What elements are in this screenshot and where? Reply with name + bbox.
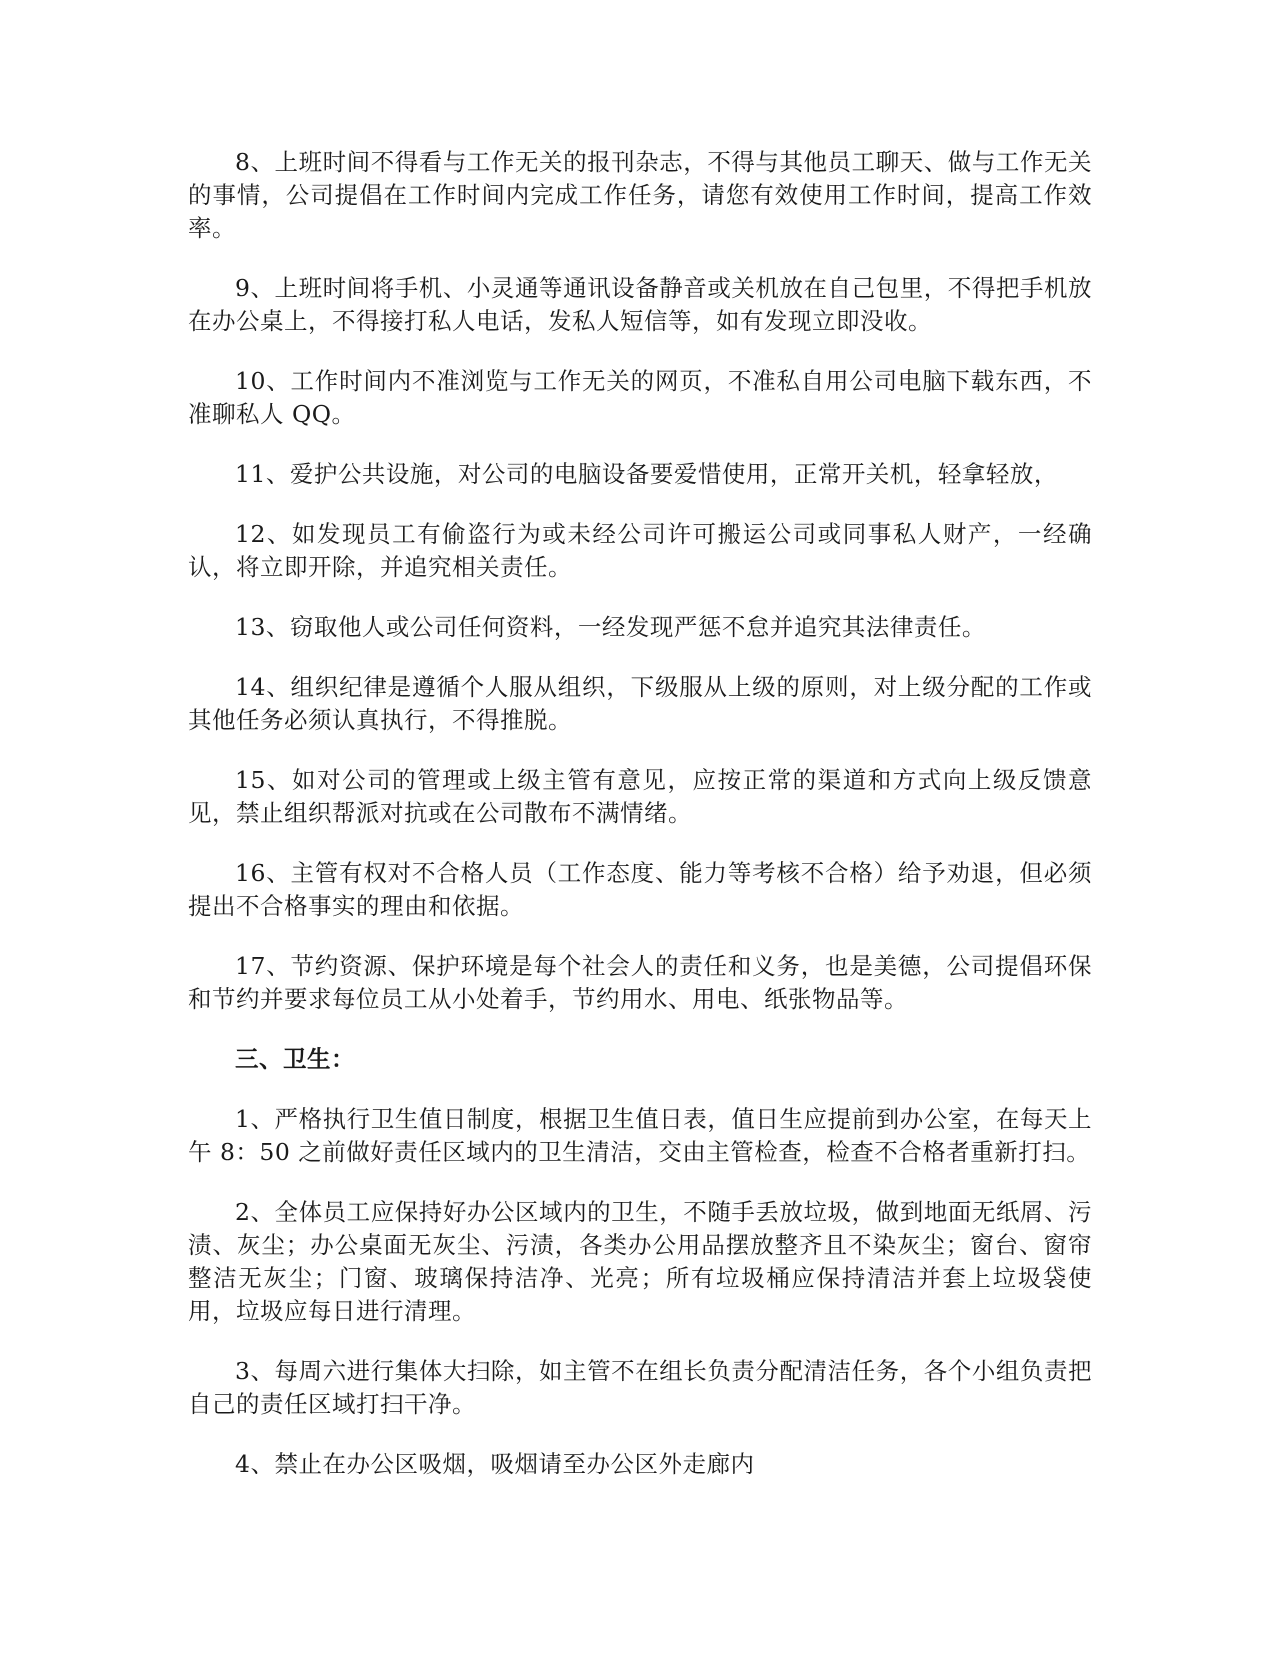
rule-11: 11、爱护公共设施，对公司的电脑设备要爱惜使用，正常开关机，轻拿轻放， (235, 460, 1058, 488)
rule-17: 17、节约资源、保护环境是每个社会人的责任和义务，也是美德，公司提倡环保和节约并要求每位员工从小处着手，节约用水、用电、纸张物品等。 (188, 952, 1092, 1013)
rule-8: 8、上班时间不得看与工作无关的报刊杂志，不得与其他员工聊天、做与工作无关的事情，公司提倡在工作时间内完成工作任务，请您有效使用工作时间，提高工作效率。 (188, 148, 1092, 242)
hygiene-rule-1: 1、严格执行卫生值日制度，根据卫生值日表，值日生应提前到办公室，在每天上午 8：50 之前做好责任区域内的卫生清洁，交由主管检查，检查不合格者重新打扫。 (188, 1105, 1092, 1166)
rule-14: 14、组织纪律是遵循个人服从组织，下级服从上级的原则，对上级分配的工作或其他任务必须认真执行，不得推脱。 (188, 673, 1092, 734)
rule-9: 9、上班时间将手机、小灵通等通讯设备静音或关机放在自己包里，不得把手机放在办公桌上，不得接打私人电话，发私人短信等，如有发现立即没收。 (188, 274, 1092, 335)
rule-13: 13、窃取他人或公司任何资料，一经发现严惩不怠并追究其法律责任。 (235, 613, 986, 641)
rule-10: 10、工作时间内不准浏览与工作无关的网页，不准私自用公司电脑下载东西，不准聊私人 QQ。 (188, 367, 1092, 428)
rule-15: 15、如对公司的管理或上级主管有意见，应按正常的渠道和方式向上级反馈意见，禁止组织帮派对抗或在公司散布不满情绪。 (188, 766, 1092, 827)
rule-12: 12、如发现员工有偷盗行为或未经公司许可搬运公司或同事私人财产，一经确认，将立即开除，并追究相关责任。 (188, 520, 1092, 581)
hygiene-rule-3: 3、每周六进行集体大扫除，如主管不在组长负责分配清洁任务，各个小组负责把自己的责任区域打扫干净。 (188, 1357, 1092, 1418)
hygiene-rule-2: 2、全体员工应保持好办公区域内的卫生，不随手丢放垃圾，做到地面无纸屑、污渍、灰尘；办公桌面无灰尘、污渍，各类办公用品摆放整齐且不染灰尘；窗台、窗帘整洁无灰尘；门窗、玻璃保持洁净、光亮；所有垃圾桶应保持清洁并套上垃圾袋使用，垃圾应每日进行清理。 (188, 1198, 1092, 1325)
hygiene-rule-4: 4、禁止在办公区吸烟，吸烟请至办公区外走廊内 (235, 1450, 755, 1478)
section-heading-hygiene: 三、卫生： (235, 1045, 355, 1073)
document-page (188, 146, 1092, 1508)
rule-16: 16、主管有权对不合格人员（工作态度、能力等考核不合格）给予劝退，但必须提出不合格事实的理由和依据。 (188, 859, 1092, 920)
